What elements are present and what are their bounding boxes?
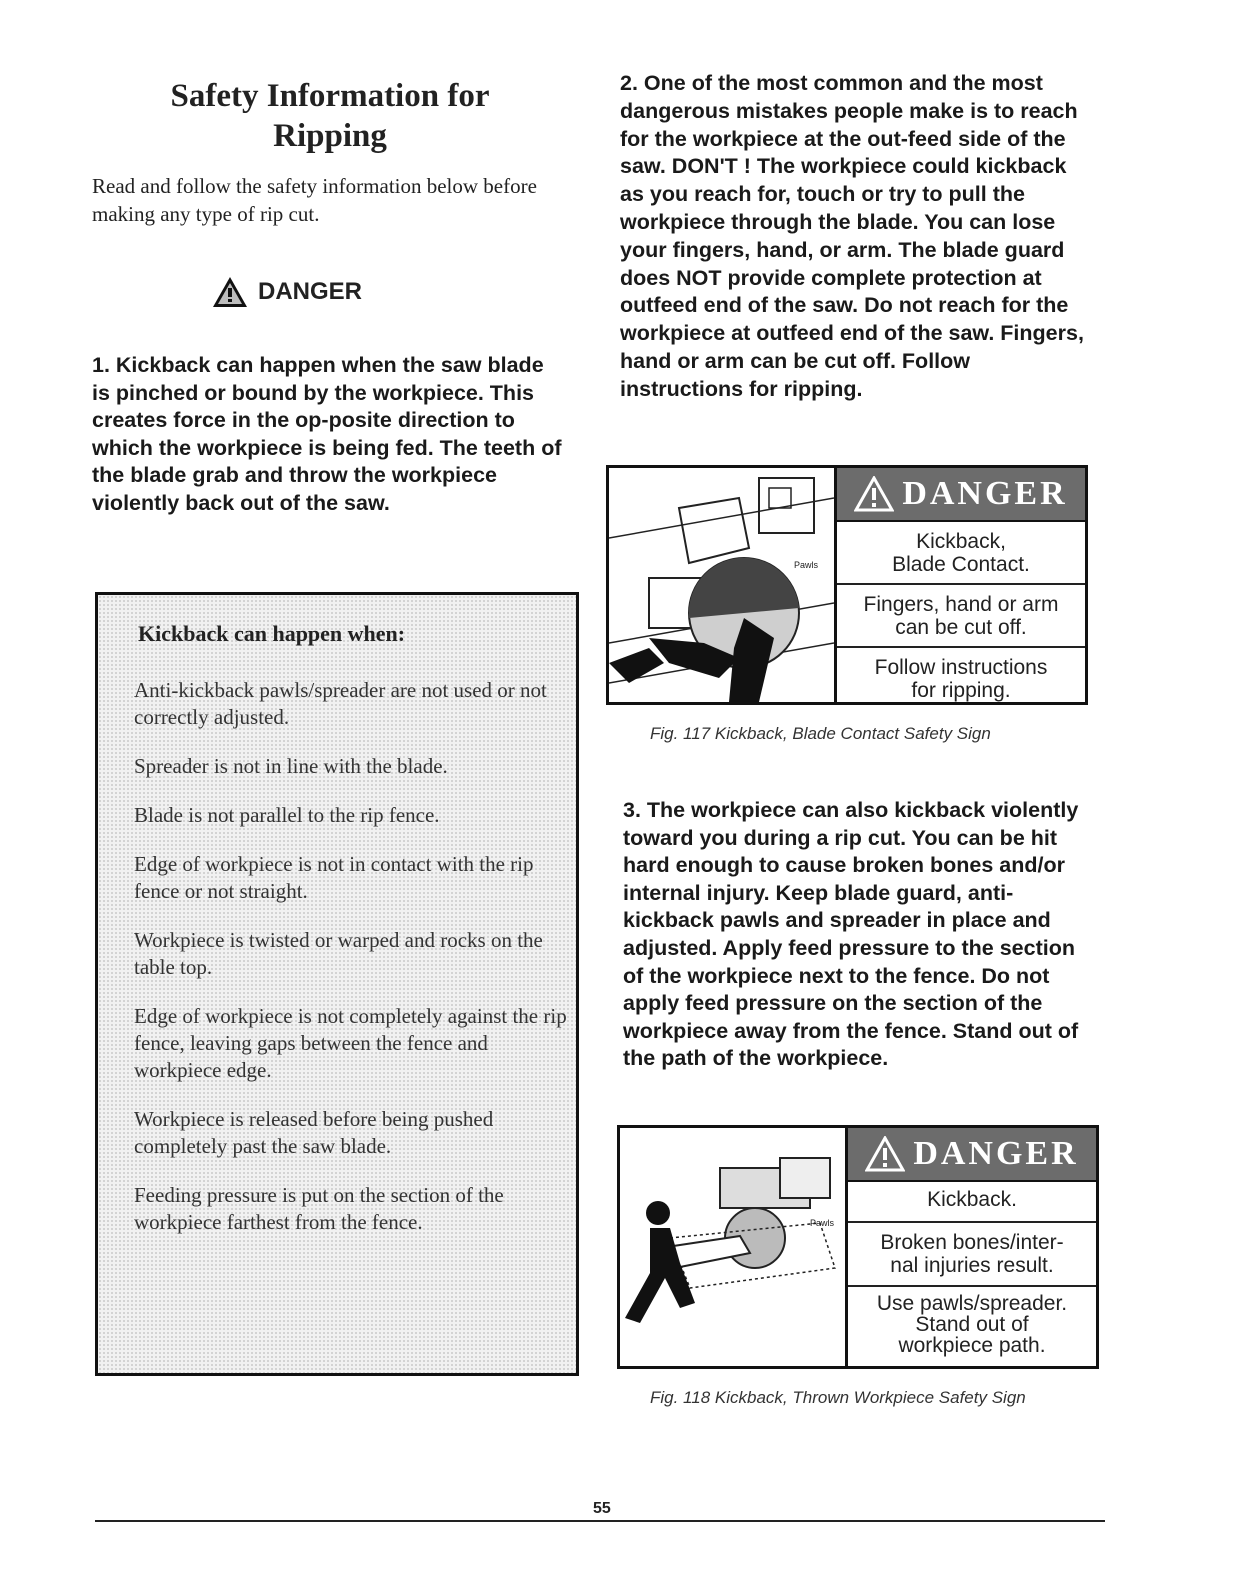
warning-triangle-icon [212, 276, 248, 308]
pawls-label: Pawls [810, 1218, 835, 1228]
list-item: Edge of workpiece is not completely against the rip fence, leaving gaps between the fence and workpiece edge. [134, 1004, 567, 1082]
list-item: Edge of workpiece is not in contact with the rip fence or not straight. [134, 852, 534, 903]
sign-line: Fingers, hand or arm can be cut off. [837, 585, 1085, 648]
saw-blade-contact-illustration [609, 468, 837, 702]
kickback-causes-list [134, 677, 574, 1258]
kickback-thrown-workpiece-sign [617, 1125, 1099, 1369]
list-item: Workpiece is twisted or warped and rocks on the table top. [134, 928, 543, 979]
page-title: Safety Information for Ripping [170, 78, 490, 154]
list-item: Spreader is not in line with the blade. [134, 754, 448, 778]
list-item: Anti-kickback pawls/spreader are not used or not correctly adjusted. [134, 678, 547, 729]
danger-banner [848, 1128, 1096, 1182]
danger-banner-label: DANGER [913, 1135, 1079, 1172]
list-item: Blade is not parallel to the rip fence. [134, 803, 440, 827]
safety-point-2: 2. One of the most common and the most dangerous mistakes people make is to reach for the workpiece at the out-feed side of the saw. DON'T ! The workpiece could kickback as you reach for, touch or try to pull the workpiece through the blade. You can lose your fingers, hand, or arm. The blade guard does NOT provide complete protection at outfeed end of the saw. Do not reach for the workpiece at outfeed end of the saw. Fingers, hand or arm can be cut off. Follow instructions for ripping. [620, 71, 1084, 401]
safety-point-3: 3. The workpiece can also kickback violently toward you during a rip cut. You can be hit hard enough to cause broken bones and/or internal injury. Keep blade guard, anti-kickback pawls and spreader in place and adjusted. Apply feed pressure to the section of the workpiece next to the fence. Do not apply feed pressure on the section of the workpiece away from the fence. Stand out of the path of the workpiece. [623, 798, 1079, 1071]
sign-line: Follow instructions for ripping. [874, 656, 1048, 702]
sign-line: Kickback, Blade Contact. [837, 522, 1085, 585]
danger-heading-label: DANGER [258, 278, 363, 305]
kickback-box-title: Kickback can happen when: [138, 621, 406, 646]
kickback-blade-contact-sign [606, 465, 1088, 705]
pawls-label: Pawls [794, 560, 819, 570]
sign-line: Broken bones/inter- nal injuries result. [848, 1223, 1096, 1287]
danger-banner-label: DANGER [902, 475, 1068, 512]
intro-text: Read and follow the safety information below before making any type of rip cut. [92, 174, 537, 226]
figure-caption-118: Fig. 118 Kickback, Thrown Workpiece Safety Sign [650, 1388, 1026, 1407]
sign-line: Kickback. [848, 1182, 1096, 1223]
list-item: Workpiece is released before being pushed completely past the saw blade. [134, 1107, 494, 1158]
safety-point-1: 1. Kickback can happen when the saw blade is pinched or bound by the workpiece. This creates force in the op-posite direction to which the workpiece is being fed. The teeth of the blade grab and throw the workpiece violently back out of the saw. [92, 353, 562, 515]
list-item: Feeding pressure is put on the section of the workpiece farthest from the fence. [134, 1183, 504, 1234]
sign-line: Use pawls/spreader. Stand out of workpiece path. [876, 1292, 1068, 1357]
danger-banner [837, 468, 1085, 522]
warning-triangle-icon [854, 476, 894, 512]
danger-heading [212, 274, 362, 310]
kickback-causes-box [95, 592, 579, 1376]
footer-rule [95, 1520, 1105, 1522]
warning-triangle-icon [865, 1136, 905, 1172]
thrown-workpiece-illustration [620, 1128, 848, 1366]
figure-caption-117: Fig. 117 Kickback, Blade Contact Safety Sign [650, 724, 991, 743]
page-number: 55 [593, 1500, 611, 1517]
